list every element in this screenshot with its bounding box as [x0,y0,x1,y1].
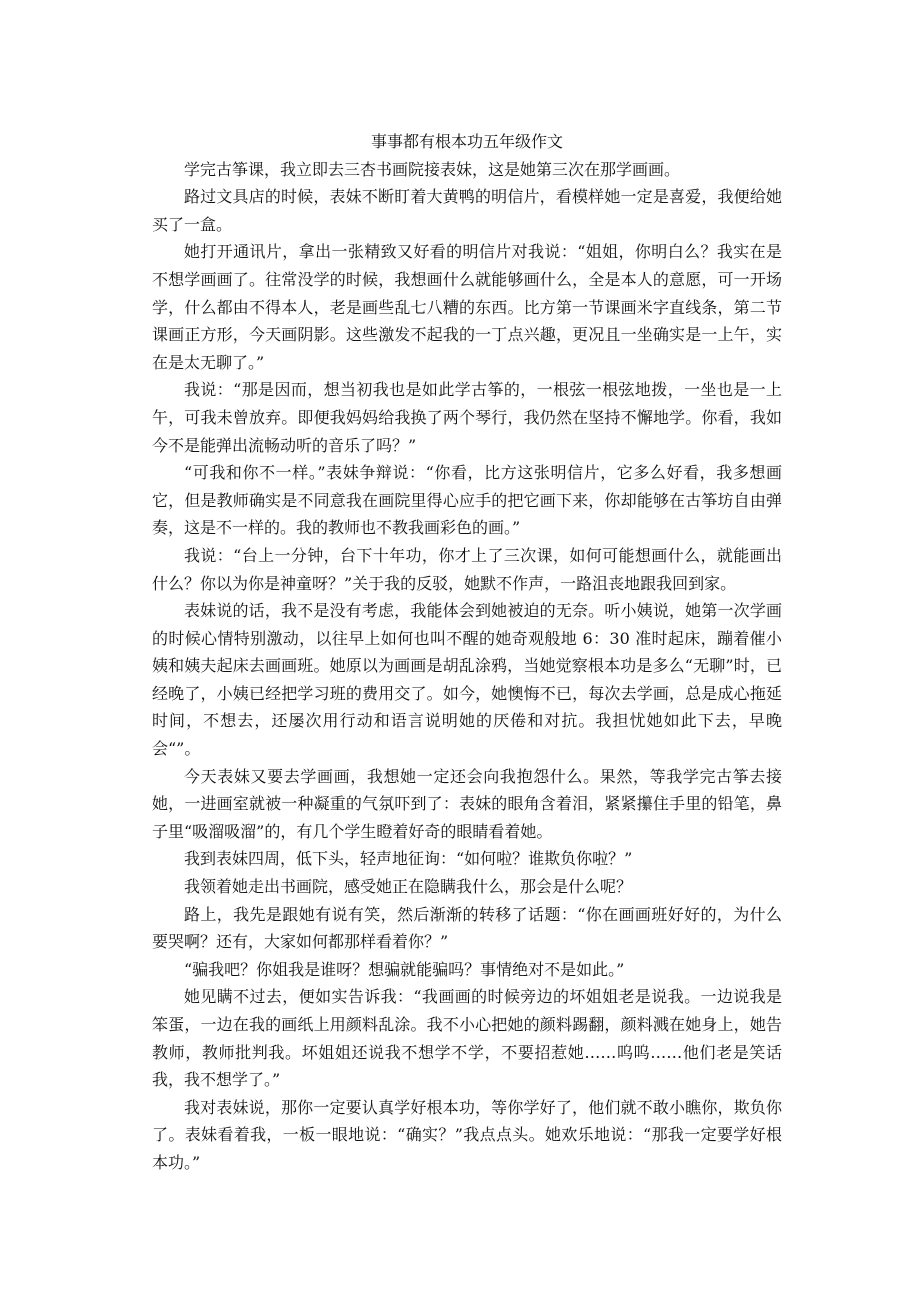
paragraph: 今天表妹又要去学画画，我想她一定还会向我抱怨什么。果然，等我学完古筝去接她，一进画室就被一种凝重的气氛吓到了：表妹的眼角含着泪，紧紧攥住手里的铅笔，鼻子里“吸溜吸溜”的，有几个学生瞪着好奇的眼睛看着她。 [152,766,782,841]
document-title: 事事都有根本功五年级作文 [370,132,563,151]
paragraph: “可我和你不一样。”表妹争辩说：“你看，比方这张明信片，它多么好看，我多想画它，但是教师确实是不同意我在画院里得心应手的把它画下来，你却能够在古筝坊自由弹奏，这是不一样的。我的教师也不教我画彩色的画。” [152,463,782,538]
paragraph: 表妹说的话，我不是没有考虑，我能体会到她被迫的无奈。听小姨说，她第一次学画的时候心情特别激动，以往早上如何也叫不醒的她奇观般地 6：30 准时起床，蹦着催小姨和姨夫起床去画画班。她原以为画画是胡乱涂鸦，当她觉察根本功是多么“无聊”时，已经晚了，小姨已经把学习班的费用交了。如今，她懊悔不已，每次去学画，总是成心拖延时间，不想去，还屡次用行动和语言说明她的厌倦和对抗。我担忧她如此下去，早晚会“”。 [152,601,782,759]
paragraph: 她见瞒不过去，便如实告诉我：“我画画的时候旁边的坏姐姐老是说我。一边说我是笨蛋，一边在我的画纸上用颜料乱涂。我不小心把她的颜料踢翻，颜料溅在她身上，她告教师，教师批判我。坏姐姐还说我不想学不学，不要招惹她……呜呜……他们老是笑话我，我不想学了。” [152,987,782,1090]
paragraph: 我到表妹四周，低下头，轻声地征询：“如何啦？谁欺负你啦？” [184,849,633,869]
paragraph: 路上，我先是跟她有说有笑，然后渐渐的转移了话题：“你在画画班好好的，为什么要哭啊？还有，大家如何都那样看着你？” [152,904,782,952]
paragraph: 她打开通讯片，拿出一张精致又好看的明信片对我说：“姐姐，你明白么？我实在是不想学画画了。往常没学的时候，我想画什么就能够画什么，全是本人的意愿，可一开场学，什么都由不得本人，老是画些乱七八糟的东西。比方第一节课画米字直线条，第二节课画正方形，今天画阴影。这些激发不起我的一丁点兴趣，更况且一坐确实是一上午，实在是太无聊了。” [152,242,782,372]
paragraph: 我说：“那是因而，想当初我也是如此学古筝的，一根弦一根弦地拨，一坐也是一上午，可我未曾放弃。即便我妈妈给我换了两个琴行，我仍然在坚持不懈地学。你看，我如今不是能弹出流畅动听的音乐了吗？” [152,380,782,455]
paragraph: 我对表妹说，那你一定要认真学好根本功，等你学好了，他们就不敢小瞧你，欺负你了。表妹看着我，一板一眼地说：“确实？”我点点头。她欢乐地说：“那我一定要学好根本功。” [152,1097,782,1172]
document-body [152,128,782,1177]
paragraph: 路过文具店的时候，表妹不断盯着大黄鸭的明信片，看模样她一定是喜爱，我便给她买了一盒。 [152,187,782,234]
paragraph: 学完古筝课，我立即去三杏书画院接表妹，这是她第三次在那学画画。 [184,159,681,179]
paragraph: “骗我吧？你姐我是谁呀？想骗就能骗吗？事情绝对不是如此。” [184,959,625,979]
paragraph: 我领着她走出书画院，感受她正在隐瞒我什么，那会是什么呢？ [184,877,633,897]
paragraph: 我说：“台上一分钟，台下十年功，你才上了三次课，如何可能想画什么，就能画出什么？你以为你是神童呀？”关于我的反驳，她默不作声，一路沮丧地跟我回到家。 [152,545,782,593]
